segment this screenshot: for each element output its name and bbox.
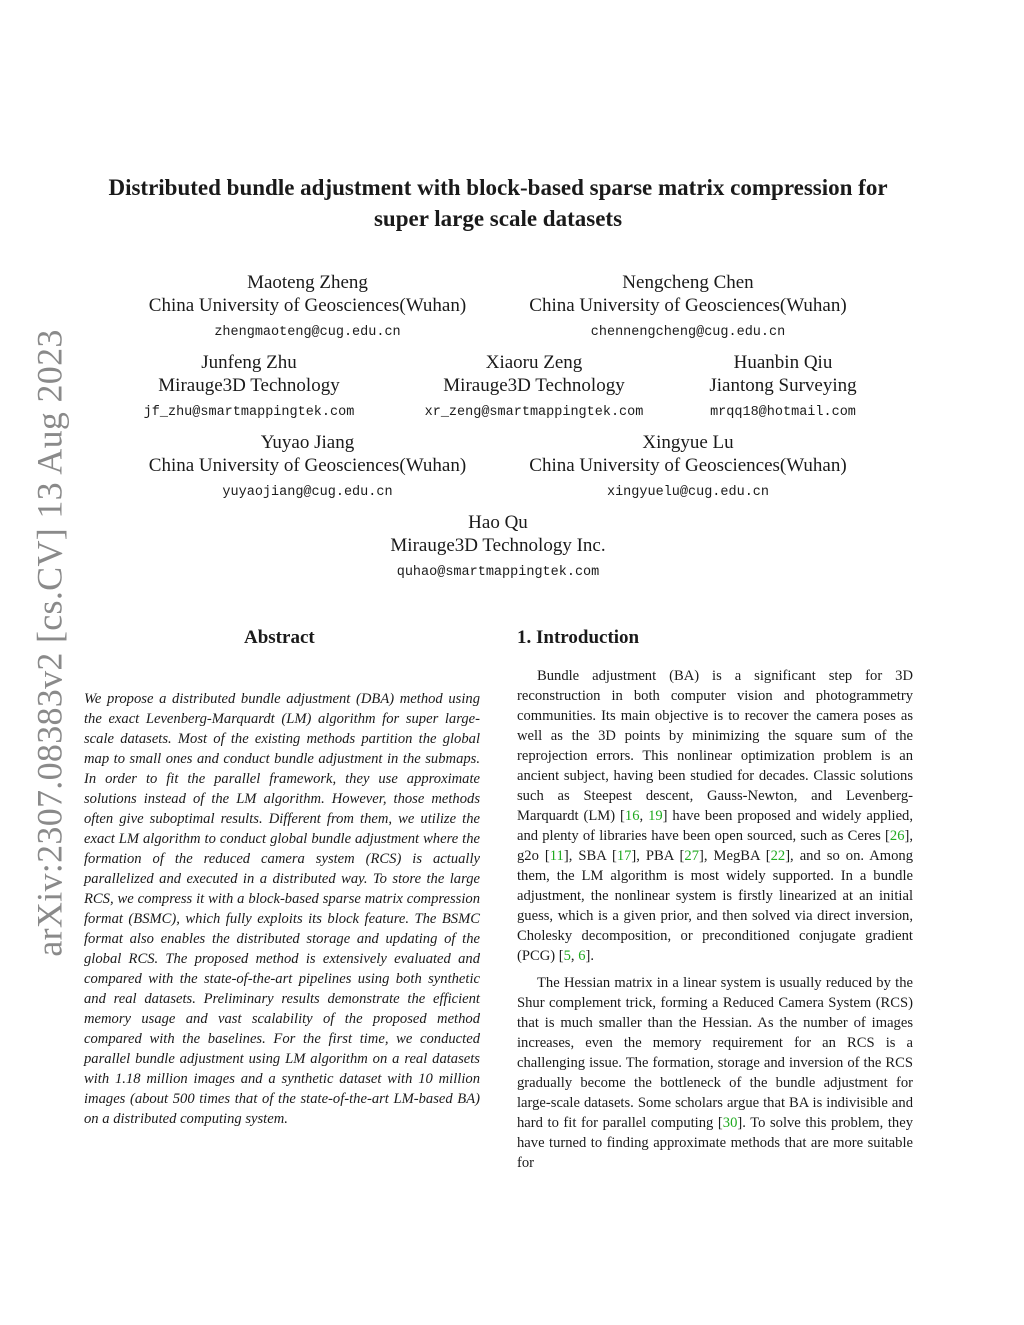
- author-affiliation: China University of Geosciences(Wuhan): [148, 295, 467, 316]
- author-email: quhao@smartmappingtek.com: [396, 565, 600, 580]
- author-name: Hao Qu: [468, 512, 528, 533]
- author-email: mrqq18@hotmail.com: [710, 405, 856, 420]
- author-name: Maoteng Zheng: [247, 272, 368, 293]
- abstract-body: We propose a distributed bundle adjustment (DBA) method using the exact Levenberg-Marquardt (LM) algorithm for super large-scale datasets. Most of the existing methods partition the global map to small ones and conduct bundle adjustment in the submaps. In order to fit the parallel framework, they use approximate solutions instead of the LM algorithm. However, those methods often give suboptimal results. Different from them, we utilize the exact LM algorithm to conduct global bundle adjustment where the formation of the reduced camera system (RCS) is actually parallelized and executed in a distributed way. To store the large RCS, we compress it with a block-based sparse matrix compression format (BSMC), which fully exploits its block feature. The BSMC format also enables the distributed storage and updating of the global RCS. The proposed method is extensively evaluated and compared with the state-of-the-art pipelines using both synthetic and real datasets. Preliminary results demonstrate the efficient memory usage and vast scalability of the proposed method compared with the baselines. For the first time, we conducted parallel bundle adjustment using LM algorithm on a real datasets with 1.18 million images and a synthetic dataset with 10 million images (about 500 times that of the state-of-the-art LM-based BA) on a distributed computing system.: [84, 691, 480, 1127]
- abstract-heading: Abstract: [244, 627, 315, 648]
- author-affiliation: China University of Geosciences(Wuhan): [529, 455, 847, 476]
- citation-link[interactable]: 19: [648, 808, 663, 824]
- introduction-heading: 1. Introduction: [517, 627, 640, 648]
- author-name: Xingyue Lu: [642, 432, 734, 453]
- introduction-body: [517, 666, 913, 1180]
- citation-link[interactable]: 27: [684, 848, 699, 864]
- citation-link[interactable]: 26: [889, 828, 905, 844]
- author-email: chennengcheng@cug.edu.cn: [590, 325, 786, 340]
- citation-link[interactable]: 16: [624, 808, 640, 824]
- author-email: xr_zeng@smartmappingtek.com: [424, 405, 644, 420]
- author-name: Xiaoru Zeng: [485, 352, 583, 373]
- author-name: Yuyao Jiang: [260, 432, 355, 453]
- author-affiliation: Mirauge3D Technology: [443, 375, 625, 396]
- author-affiliation: China University of Geosciences(Wuhan): [529, 295, 847, 316]
- author-block: [124, 351, 374, 423]
- author-block: [120, 271, 495, 343]
- arxiv-identifier-text: arXiv:2307.08383v2 [cs.CV] 13 Aug 2023: [30, 328, 71, 957]
- author-email: jf_zhu@smartmappingtek.com: [143, 405, 355, 420]
- author-block: [120, 431, 495, 503]
- intro-paragraph-1: Bundle adjustment (BA) is a significant step for 3D reconstruction in both computer vision and photogrammetry communities. Its main objective is to recover the camera poses as well as the 3D points by minimizing the square sum of the reprojection errors. This nonlinear optimization problem is an ancient subject, having been studied for decades. Classic solutions such as Steepest descent, Gauss-Newton, and Levenberg-Marquardt (LM) [16, 19] have been proposed and widely applied, and plenty of libraries have been open sourced, such as Ceres [26], g2o [11], SBA [17], PBA [27], MegBA [22], and so on. Among them, the LM algorithm is most widely supported. In a bundle adjustment, the nonlinear system is firstly linearized at an initial guess, which is a given prior, and then solved via direct inversion, Cholesky decomposition, or preconditioned conjugate gradient (PCG) [5, 6].: [517, 668, 914, 964]
- author-block: [348, 511, 648, 583]
- author-affiliation: China University of Geosciences(Wuhan): [148, 455, 467, 476]
- citation-link[interactable]: 5: [563, 948, 571, 964]
- author-affiliation: Mirauge3D Technology Inc.: [390, 535, 606, 556]
- author-affiliation: Mirauge3D Technology: [158, 375, 340, 396]
- author-email: xingyuelu@cug.edu.cn: [606, 485, 770, 500]
- citation-link[interactable]: 11: [549, 848, 564, 864]
- author-email: zhengmaoteng@cug.edu.cn: [214, 325, 401, 340]
- author-name: Huanbin Qiu: [733, 352, 833, 373]
- author-name: Junfeng Zhu: [201, 352, 297, 373]
- citation-link[interactable]: 6: [578, 948, 586, 964]
- author-block: [404, 351, 664, 423]
- citation-link[interactable]: 22: [770, 848, 786, 864]
- paper-title: Distributed bundle adjustment with block-based sparse matrix compression for super large scale datasets: [108, 175, 888, 231]
- citation-link[interactable]: 17: [616, 848, 632, 864]
- author-block: [500, 271, 876, 343]
- author-affiliation: Jiantong Surveying: [709, 375, 857, 396]
- author-name: Nengcheng Chen: [622, 272, 754, 293]
- arxiv-identifier-stamp: [24, 328, 76, 957]
- author-block: [500, 431, 876, 503]
- author-block: [690, 351, 876, 423]
- author-email: yuyaojiang@cug.edu.cn: [222, 485, 393, 500]
- citation-link[interactable]: 30: [722, 1115, 738, 1131]
- intro-paragraph-2: The Hessian matrix in a linear system is usually reduced by the Shur complement trick, forming a Reduced Camera System (RCS) that is much smaller than the Hessian. As the number of images increases, even the memory requirement for an RCS is a challenging issue. The formation, storage and inversion of the RCS gradually become the bottleneck of the bundle adjustment for large-scale datasets. Some scholars argue that BA is indivisible and hard to fit for parallel computing [30]. To solve this problem, they have turned to finding approximate methods that are more suitable for: [517, 975, 913, 1171]
